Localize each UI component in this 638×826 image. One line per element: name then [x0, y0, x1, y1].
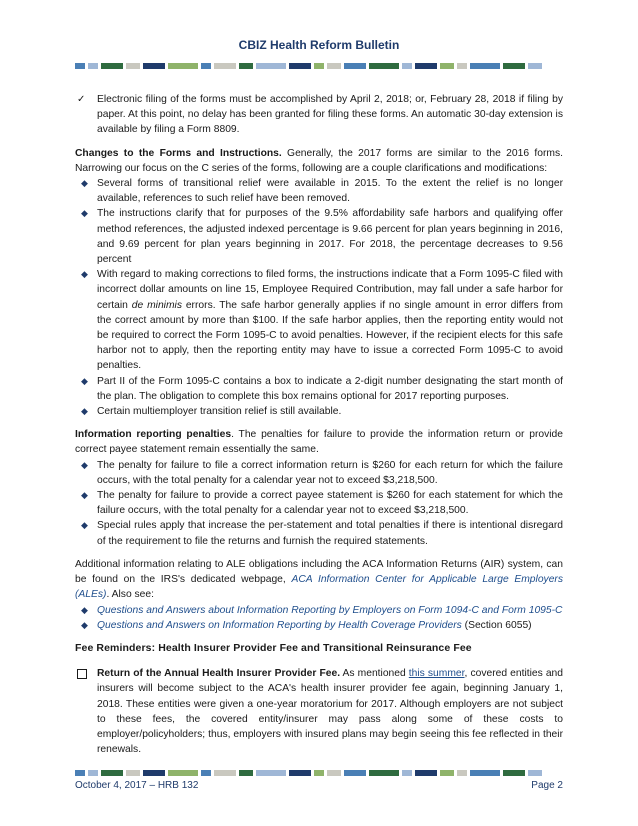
list-item: ◆ The penalty for failure to provide a correct payee statement is $260 for each statement for which the failure occurs, with the total penalty for a calendar year not to exceed $3,218,500.: [81, 490, 563, 517]
diamond-bullet-icon: ◆: [81, 406, 88, 417]
this-summer-link[interactable]: this summer: [408, 668, 465, 680]
list-item: ◆ The instructions clarify that for purposes of the 9.5% affordability safe harbors and qualifying offer method references, the adjusted indexed percentage is 9.66 percent for plan years beginning in 2016, and 9.69 percent for plan years beginning in 2017. For 2018, the percentage decreases to 9.56 percent: [81, 208, 563, 266]
diamond-bullet-icon: ◆: [81, 490, 88, 501]
stripe-block: [369, 770, 399, 776]
stripe-block: [415, 770, 437, 776]
stripe-block: [344, 63, 366, 69]
stripe-block: [101, 63, 123, 69]
list-item: ◆ Questions and Answers on Information Reporting by Health Coverage Providers (Section 6055): [75, 618, 563, 633]
penalties-bullet-list: [75, 458, 563, 549]
stripe-block: [528, 770, 542, 776]
page-header-title: CBIZ Health Reform Bulletin: [238, 38, 400, 52]
header-color-stripe: [75, 63, 563, 69]
fee-reminders-heading: Fee Reminders: Health Insurer Provider Fee and Transitional Reinsurance Fee: [75, 641, 472, 654]
stripe-block: [143, 770, 165, 776]
list-item: ◆ Part II of the Form 1095-C contains a box to indicate a 2-digit number designating the start month of the plan. The obligation to complete this box remains optional for 2017 reporting purposes.: [81, 375, 563, 402]
diamond-bullet-icon: ◆: [81, 604, 88, 615]
stripe-block: [369, 63, 399, 69]
stripe-block: [75, 770, 85, 776]
stripe-block: [528, 63, 542, 69]
stripe-block: [214, 63, 236, 69]
stripe-block: [440, 63, 454, 69]
page-footer: [75, 780, 563, 791]
list-item: ◆ Special rules apply that increase the per-statement and total penalties if there is intentional disregard of the requirement to file the returns and furnish the required statements.: [81, 520, 563, 547]
stripe-block: [201, 770, 211, 776]
provider-fee-heading: Return of the Annual Health Insurer Provider Fee.: [97, 668, 341, 680]
checkmark-icon: ✓: [77, 94, 86, 105]
aca-info-center-link[interactable]: ACA Information Center for Applicable Large Employers (ALEs): [75, 574, 564, 601]
changes-text: Generally, the 2017 forms are similar to the 2016 forms. Narrowing our focus on the C series of the forms, following are a couple clarifications and modifications:: [75, 147, 563, 174]
stripe-block: [503, 770, 525, 776]
stripe-block: [126, 63, 140, 69]
penalties-text: . The penalties for failure to provide the information return or provide correct payee statement remain essentially the same.: [75, 429, 563, 456]
diamond-bullet-icon: ◆: [81, 459, 88, 470]
stripe-block: [75, 63, 85, 69]
de-minimis-term: de minimis: [131, 299, 182, 311]
stripe-block: [126, 770, 140, 776]
diamond-bullet-icon: ◆: [81, 269, 88, 280]
footer-date: October 4, 2017 – HRB 132: [75, 780, 199, 791]
stripe-block: [168, 770, 198, 776]
qa-form-1094c-link[interactable]: Questions and Answers about Information Reporting by Employers on Form 1094-C and Form 1095-C: [97, 604, 563, 616]
diamond-bullet-icon: ◆: [81, 375, 88, 386]
stripe-block: [470, 770, 500, 776]
stripe-block: [457, 63, 467, 69]
stripe-block: [470, 63, 500, 69]
stripe-block: [327, 63, 341, 69]
intro-item-text: Electronic filing of the forms must be accomplished by April 2, 2018; or, February 28, 2018 if filing by paper. At this point, no delay has been granted for filing these forms. An automatic 30-day extension is available by filing a Form 8809.: [97, 94, 563, 136]
checkbox-icon: [77, 669, 87, 679]
stripe-block: [289, 63, 311, 69]
list-item: [75, 603, 563, 618]
penalties-paragraph: [75, 427, 563, 457]
penalties-heading: Information reporting penalties: [75, 429, 232, 441]
stripe-block: [402, 770, 412, 776]
diamond-bullet-icon: ◆: [81, 208, 88, 219]
stripe-block: [88, 63, 98, 69]
stripe-block: [256, 770, 286, 776]
list-item: ◆ The penalty for failure to file a correct information return is $260 for each return for which the failure occurs, with the total penalty for a calendar year not to exceed $3,218,500.: [81, 459, 563, 486]
footer-color-stripe: [75, 770, 563, 776]
stripe-block: [289, 770, 311, 776]
list-item: ◆ Certain multiemployer transition relief is still available.: [75, 404, 563, 419]
diamond-bullet-icon: ◆: [81, 619, 88, 630]
stripe-block: [239, 770, 253, 776]
stripe-block: [256, 63, 286, 69]
stripe-block: [143, 63, 165, 69]
stripe-block: [440, 770, 454, 776]
stripe-block: [88, 770, 98, 776]
changes-paragraph: [75, 146, 563, 176]
diamond-bullet-icon: ◆: [81, 520, 88, 531]
stripe-block: [457, 770, 467, 776]
stripe-block: [101, 770, 123, 776]
changes-bullet-list: [75, 176, 563, 419]
stripe-block: [314, 63, 324, 69]
stripe-block: [214, 770, 236, 776]
checkmark-list-item: [75, 92, 563, 138]
stripe-block: [201, 63, 211, 69]
bulletin-body: [75, 92, 563, 757]
changes-heading: Changes to the Forms and Instructions.: [75, 147, 282, 159]
stripe-block: [344, 770, 366, 776]
stripe-block: [503, 63, 525, 69]
stripe-block: [415, 63, 437, 69]
see-also-list: [75, 603, 563, 633]
stripe-block: [327, 770, 341, 776]
qa-health-coverage-providers-link[interactable]: Questions and Answers on Information Reporting by Health Coverage Providers: [97, 619, 462, 631]
list-item: ◆ With regard to making corrections to filed forms, the instructions indicate that a Form 1095-C filed with incorrect dollar amounts on line 15, Employee Required Contribution, may fall under a safe harbor for certain de minimis errors. The safe harbor generally applies if no single amount in error differs from the correct amount by more than $100. If the safe harbor applies, then the reporting entity would not be required to correct the Form 1095-C to avoid penalties. However, if the recipient elects for this safe harbor not to apply, then the reporting entity may have to issue a corrected Form 1095-C to avoid penalties.: [81, 269, 563, 372]
stripe-block: [239, 63, 253, 69]
stripe-block: [314, 770, 324, 776]
stripe-block: [168, 63, 198, 69]
diamond-bullet-icon: ◆: [81, 178, 88, 189]
additional-info-paragraph: Additional information relating to ALE obligations including the ACA Information Returns (AIR) system, can be found on the IRS's dedicated webpage, ACA Information Center for Applicable Large Employers (ALEs). Also see:: [75, 558, 564, 601]
page-number: Page 2: [531, 780, 563, 791]
stripe-block: [402, 63, 412, 69]
list-item: ◆ Several forms of transitional relief were available in 2015. To the extent the relief is no longer available, references to such relief have been removed.: [81, 178, 563, 205]
checkbox-list-item: Return of the Annual Health Insurer Provider Fee. As mentioned this summer, covered entities and insurers will become subject to the ACA's health insurer provider fee again, beginning January 1, 2018. These entities were given a one-year moratorium for 2017. Although employers are not subject to these fees, the covered entity/insurer may pass along some of these costs to employer/policyholders; thus, employers with insured plans may begin seeing this fee reflected in their renewals.: [75, 666, 563, 757]
